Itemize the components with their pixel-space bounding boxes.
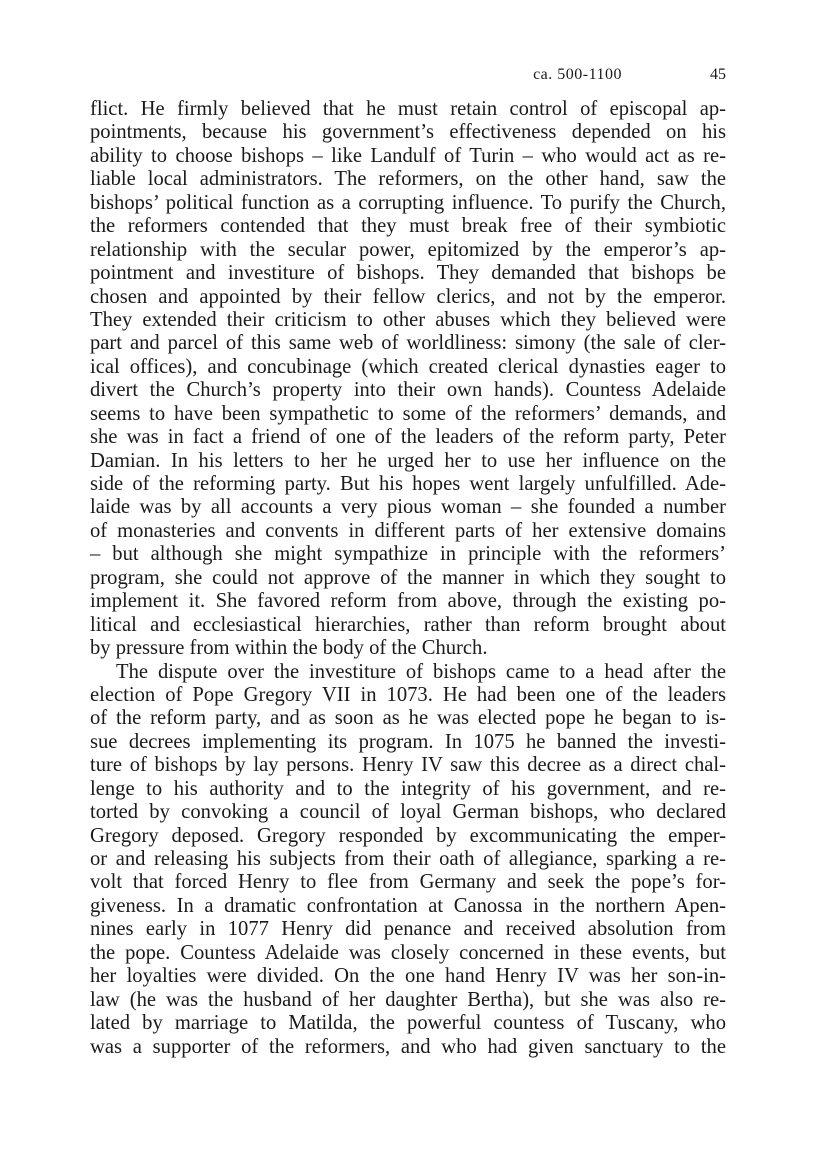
text-line: ture of bishops by lay persons. Henry IV saw this decree as a direct chal-: [90, 754, 726, 777]
text-line: side of the reforming party. But his hopes went largely unfulfilled. Ade-: [90, 473, 726, 495]
text-line: her loyalties were divided. On the one hand Henry IV was her son-in-: [90, 965, 726, 988]
text-line: volt that forced Henry to flee from Germany and seek the pope’s for-: [90, 871, 726, 894]
text-line: Damian. In his letters to her he urged her to use her influence on the: [90, 449, 726, 472]
text-line: the pope. Countess Adelaide was closely concerned in these events, but: [90, 941, 726, 964]
text-line: the reformers contended that they must break free of their symbiotic: [90, 215, 726, 238]
page-number: 45: [710, 66, 726, 83]
text-line: flict. He firmly believed that he must retain control of episcopal ap-: [90, 98, 726, 120]
text-line: seems to have been sympathetic to some of the reformers’ demands, and: [90, 402, 726, 425]
text-line: ical offices), and concubinage (which created clerical dynasties eager to: [90, 355, 726, 378]
text-line: law (he was the husband of her daughter Bertha), but she was also re-: [90, 988, 726, 1011]
text-line: pointment and investiture of bishops. They demanded that bishops be: [90, 262, 726, 285]
text-line: liable local administrators. The reformers, on the other hand, saw the: [90, 168, 726, 191]
text-line: bishops’ political function as a corrupting influence. To purify the Church,: [90, 191, 726, 214]
text-line: pointments, because his government’s effectiveness depended on his: [90, 121, 726, 144]
text-line: of the reform party, and as soon as he was elected pope he began to is-: [90, 707, 726, 730]
text-line: or and releasing his subjects from their oath of allegiance, sparking a re-: [90, 848, 726, 870]
text-line: Gregory deposed. Gregory responded by excommunicating the emper-: [90, 824, 726, 847]
text-line: They extended their criticism to other abuses which they believed were: [90, 308, 726, 331]
text-line: lated by marriage to Matilda, the powerful countess of Tuscany, who: [90, 1012, 726, 1035]
text-line: program, she could not approve of the manner in which they sought to: [90, 566, 726, 589]
text-line: – but although she might sympathize in principle with the reformers’: [90, 543, 726, 566]
text-line: by pressure from within the body of the Church.: [90, 637, 488, 660]
text-line: chosen and appointed by their fellow clerics, and not by the emperor.: [90, 285, 726, 308]
running-title: ca. 500-1100: [533, 66, 622, 83]
text-line: of monasteries and convents in different parts of her extensive domains: [90, 519, 726, 542]
text-line: lenge to his authority and to the integrity of his government, and re-: [90, 777, 726, 800]
text-line: was a supporter of the reformers, and who had given sanctuary to the: [90, 1035, 726, 1058]
text-line: laide was by all accounts a very pious woman – she founded a number: [90, 496, 726, 519]
text-line: torted by convoking a council of loyal German bishops, who declared: [90, 801, 726, 824]
text-line: divert the Church’s property into their own hands). Countess Adelaide: [90, 379, 726, 402]
text-line: election of Pope Gregory VII in 1073. He had been one of the leaders: [90, 683, 726, 706]
paragraph-2: [90, 661, 726, 1059]
text-line: litical and ecclesiastical hierarchies, rather than reform brought about: [90, 613, 726, 636]
running-header: [90, 66, 726, 90]
text-line: implement it. She favored reform from above, through the existing po-: [90, 590, 726, 613]
text-line: The dispute over the investiture of bishops came to a head after the: [116, 660, 726, 683]
text-line: part and parcel of this same web of worldliness: simony (the sale of cler-: [90, 332, 726, 355]
paragraph-1: [90, 98, 726, 661]
text-line: ability to choose bishops – like Landulf of Turin – who would act as re-: [90, 144, 726, 167]
text-line: she was in fact a friend of one of the leaders of the reform party, Peter: [90, 426, 726, 449]
text-line: relationship with the secular power, epitomized by the emperor’s ap-: [90, 238, 726, 261]
body-text: [90, 98, 726, 1059]
text-line: sue decrees implementing its program. In 1075 he banned the investi-: [90, 730, 726, 753]
text-line: nines early in 1077 Henry did penance and received absolution from: [90, 918, 726, 941]
text-line: giveness. In a dramatic confrontation at Canossa in the northern Apen-: [90, 894, 726, 917]
